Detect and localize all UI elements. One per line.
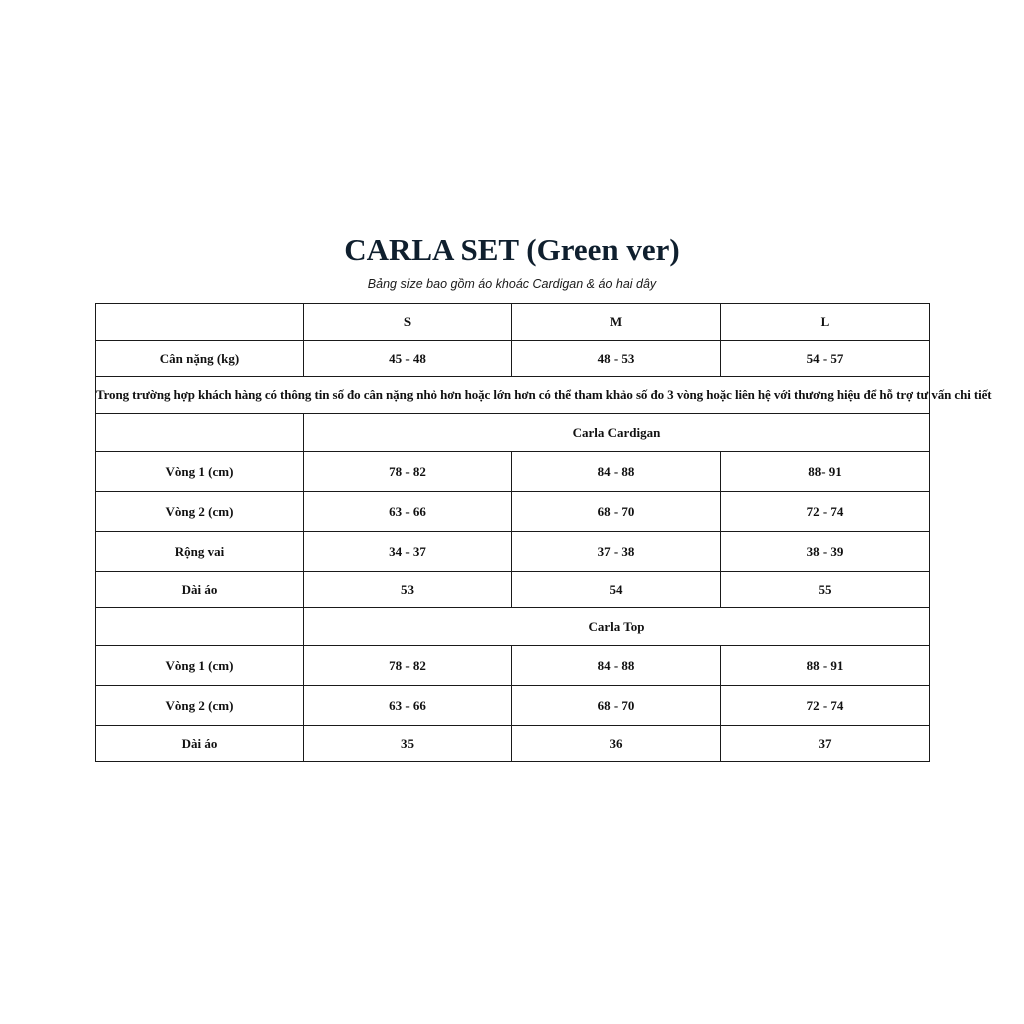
note-row (96, 377, 930, 414)
cardigan-section-title: Carla Cardigan (304, 414, 930, 452)
table-cell: 48 - 53 (512, 341, 721, 377)
row-label: Vòng 2 (cm) (96, 492, 304, 532)
table-row (96, 686, 930, 726)
table-cell: 37 (721, 726, 930, 762)
size-header-m: M (512, 304, 721, 341)
page-title: CARLA SET (Green ver) (344, 232, 680, 267)
row-label: Vòng 1 (cm) (96, 646, 304, 686)
table-row (96, 646, 930, 686)
table-row (96, 572, 930, 608)
table-cell: 68 - 70 (512, 686, 721, 726)
table-cell: 53 (304, 572, 512, 608)
top-section-row (96, 608, 930, 646)
table-cell: 37 - 38 (512, 532, 721, 572)
size-header-row (96, 304, 930, 341)
table-cell: 88 - 91 (721, 646, 930, 686)
row-label: Dài áo (96, 726, 304, 762)
size-chart-table (95, 303, 992, 762)
table-cell: 35 (304, 726, 512, 762)
table-cell: 36 (512, 726, 721, 762)
table-cell: 63 - 66 (304, 686, 512, 726)
table-cell: 88- 91 (721, 452, 930, 492)
row-label: Vòng 1 (cm) (96, 452, 304, 492)
table-cell: 34 - 37 (304, 532, 512, 572)
row-label: Dài áo (96, 572, 304, 608)
table-cell: 63 - 66 (304, 492, 512, 532)
row-label: Cân nặng (kg) (96, 341, 304, 377)
table-row (96, 726, 930, 762)
cardigan-section-row (96, 414, 930, 452)
table-cell: 78 - 82 (304, 646, 512, 686)
table-cell: 84 - 88 (512, 452, 721, 492)
size-note: Trong trường hợp khách hàng có thông tin số đo cân nặng nhỏ hơn hoặc lớn hơn có thể tham khảo số đo 3 vòng hoặc liên hệ với thương hiệu để hỗ trợ tư vấn chi tiết (96, 377, 930, 414)
size-header-s: S (304, 304, 512, 341)
table-row (96, 452, 930, 492)
top-section-title: Carla Top (304, 608, 930, 646)
table-cell: 55 (721, 572, 930, 608)
table-row (96, 532, 930, 572)
table-cell: 78 - 82 (304, 452, 512, 492)
table-cell: 45 - 48 (304, 341, 512, 377)
section-empty-cell (96, 608, 304, 646)
table-corner-cell (96, 304, 304, 341)
table-cell: 54 - 57 (721, 341, 930, 377)
table-row (96, 492, 930, 532)
row-label: Rộng vai (96, 532, 304, 572)
table-cell: 72 - 74 (721, 686, 930, 726)
section-empty-cell (96, 414, 304, 452)
table-cell: 54 (512, 572, 721, 608)
size-header-l: L (721, 304, 930, 341)
table-cell: 84 - 88 (512, 646, 721, 686)
weight-row (96, 341, 930, 377)
row-label: Vòng 2 (cm) (96, 686, 304, 726)
table-cell: 72 - 74 (721, 492, 930, 532)
table-cell: 38 - 39 (721, 532, 930, 572)
table-cell: 68 - 70 (512, 492, 721, 532)
page-subtitle: Bảng size bao gồm áo khoác Cardigan & áo hai dây (367, 277, 657, 291)
